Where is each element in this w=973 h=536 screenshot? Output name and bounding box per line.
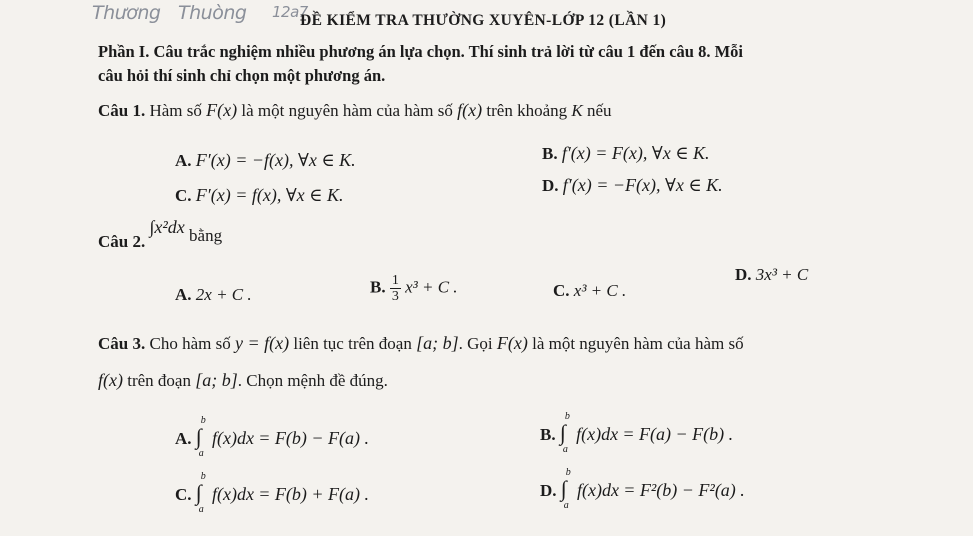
- option-text: 2x + C .: [195, 285, 252, 304]
- q2-option-d[interactable]: [735, 265, 808, 285]
- question-2-stem: [98, 217, 223, 251]
- integrand: f(x)dx: [576, 424, 619, 444]
- math-K: K: [571, 101, 583, 120]
- q1-option-b[interactable]: [542, 143, 710, 164]
- integrand: f(x)dx: [212, 428, 254, 448]
- stem-text: trên đoạn: [127, 371, 191, 390]
- option-text: x³ + C .: [573, 281, 627, 300]
- fraction-numerator: 1: [391, 273, 399, 288]
- option-letter: A.: [175, 151, 192, 170]
- option-text: f′(x) = −F(x), ∀x ∈ K.: [562, 175, 723, 195]
- question-label: Câu 1.: [98, 101, 146, 120]
- integral-sign: ∫ b a: [195, 471, 206, 515]
- q1-option-a[interactable]: [175, 150, 356, 171]
- upper-bound: b: [565, 467, 571, 478]
- option-letter: A.: [175, 285, 192, 304]
- question-label: Câu 3.: [98, 334, 146, 353]
- math-F: F(x): [206, 100, 238, 120]
- option-letter: C.: [175, 485, 192, 504]
- fraction-denominator: 3: [391, 289, 399, 304]
- lower-bound: a: [198, 504, 204, 515]
- option-text: = F(b) − F(a) .: [258, 428, 370, 448]
- option-letter: D.: [735, 265, 752, 284]
- q2-option-c[interactable]: [553, 281, 626, 301]
- option-letter: D.: [540, 481, 557, 500]
- handwritten-class: 12a7: [272, 3, 308, 21]
- q2-option-a[interactable]: [175, 285, 252, 305]
- lower-bound: a: [563, 500, 569, 511]
- stem-text: là một nguyên hàm của hàm số: [532, 334, 744, 353]
- q3-option-a[interactable]: [175, 415, 370, 459]
- option-text: = F(a) − F(b) .: [622, 424, 734, 444]
- option-letter: D.: [542, 176, 559, 195]
- handwritten-name: Thương: [92, 2, 161, 24]
- stem-text: là một nguyên hàm của hàm số: [241, 101, 453, 120]
- q1-option-d[interactable]: [542, 175, 723, 196]
- question-1-stem: [98, 100, 612, 121]
- option-text: 3x³ + C: [755, 265, 809, 284]
- option-text: = F(b) + F(a) .: [258, 484, 370, 504]
- math-interval: [a; b]: [416, 333, 459, 353]
- stem-text: bằng: [189, 226, 223, 245]
- integrand: f(x)dx: [212, 484, 254, 504]
- part1-instructions-line2: câu hỏi thí sinh chỉ chọn một phương án.: [98, 66, 386, 85]
- math-F: F(x): [496, 333, 528, 353]
- option-letter: B.: [540, 425, 556, 444]
- stem-text: Cho hàm số: [149, 334, 231, 353]
- option-letter: B.: [542, 144, 558, 163]
- math-f: f(x): [457, 100, 483, 120]
- lower-bound: a: [198, 448, 204, 459]
- q3-option-b[interactable]: [540, 411, 734, 455]
- math-f: f(x): [98, 370, 123, 390]
- math-function: y = f(x): [234, 333, 290, 353]
- option-letter: A.: [175, 429, 192, 448]
- q3-option-c[interactable]: [175, 471, 370, 515]
- option-letter: C.: [175, 186, 192, 205]
- question-3-stem-line1: [98, 333, 744, 354]
- q2-option-b[interactable]: [370, 273, 458, 304]
- option-text: F′(x) = f(x), ∀x ∈ K.: [195, 185, 344, 205]
- fraction-one-third: [390, 273, 401, 304]
- stem-text: liên tục trên đoạn: [293, 334, 412, 353]
- option-text: F′(x) = −f(x), ∀x ∈ K.: [195, 150, 356, 170]
- q1-option-c[interactable]: [175, 185, 344, 206]
- handwritten-name-2: Thuòng: [178, 2, 247, 24]
- lower-bound: a: [562, 444, 568, 455]
- question-label: Câu 2.: [98, 232, 146, 251]
- question-3-stem-line2: [98, 370, 388, 391]
- stem-text: . Chọn mệnh đề đúng.: [237, 371, 388, 390]
- option-text: f′(x) = F(x), ∀x ∈ K.: [561, 143, 710, 163]
- integral-sign: ∫ b a: [560, 467, 571, 511]
- option-text: = F²(b) − F²(a) .: [623, 480, 745, 500]
- option-text: x³ + C .: [405, 277, 458, 297]
- integrand: f(x)dx: [577, 480, 619, 500]
- integral-sign: ∫ b a: [195, 415, 206, 459]
- page-title: ĐỀ KIỂM TRA THƯỜNG XUYÊN-LỚP 12 (LẦN 1): [300, 12, 667, 29]
- stem-text: trên khoảng: [486, 101, 568, 120]
- upper-bound: b: [564, 411, 570, 422]
- stem-text: . Gọi: [458, 334, 493, 353]
- upper-bound: b: [200, 471, 206, 482]
- integral-sign: ∫ b a: [559, 411, 570, 455]
- q3-option-d[interactable]: [540, 467, 745, 511]
- option-letter: B.: [370, 277, 386, 297]
- integral-expression: ∫x²dx: [149, 217, 185, 237]
- math-interval: [a; b]: [195, 370, 238, 390]
- stem-text: nếu: [586, 101, 612, 120]
- option-letter: C.: [553, 281, 570, 300]
- stem-text: Hàm số: [149, 101, 202, 120]
- upper-bound: b: [200, 415, 206, 426]
- part1-instructions-line1: Phần I. Câu trắc nghiệm nhiều phương án lựa chọn. Thí sinh trả lời từ câu 1 đến câu 8. Mỗi: [98, 42, 743, 61]
